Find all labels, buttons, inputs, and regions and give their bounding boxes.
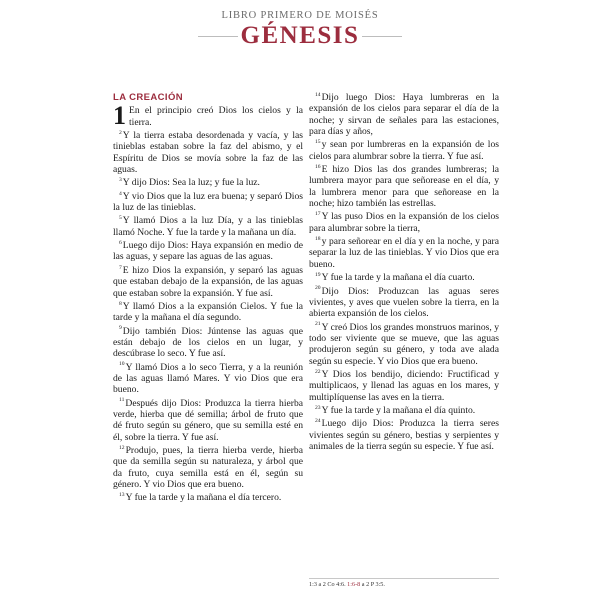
verse-text: Y fue la tarde y la mañana el día cuarto.: [321, 272, 475, 284]
verse: [113, 398, 303, 443]
verse-number: 24: [315, 418, 321, 425]
verse-number: 15: [315, 139, 321, 146]
verse: [113, 130, 303, 175]
verse-number: 20: [315, 285, 321, 292]
verse: [309, 322, 499, 367]
footnote: [309, 578, 499, 588]
verse-number: 13: [119, 492, 125, 499]
book-title: GÉNESIS: [240, 22, 360, 49]
verse: [309, 286, 499, 320]
verse: [309, 236, 499, 270]
book-subtitle: LIBRO PRIMERO DE MOISÉS: [221, 10, 379, 21]
verse: [113, 362, 303, 396]
verse-number: 18: [315, 235, 321, 242]
verse-text: Produjo, pues, la tierra hierba verde, hierba que da semilla según su naturaleza, y árbol que da fruto, cuya semilla está en él, según su género. Y vio Dios que era bueno.: [113, 444, 303, 490]
verse-number: 12: [119, 444, 125, 451]
verse-text: Y creó Dios los grandes monstruos marinos, y todo ser viviente que se mueve, que las aguas produjeron según su género, y toda ave alada según su especie. Y vio Dios que era bueno.: [309, 321, 499, 367]
verse-text: Dijo también Dios: Júntense las aguas que están debajo de los cielos en un lugar, y descúbrase lo seco. Y fue así.: [113, 325, 303, 360]
verse-number: 21: [315, 321, 321, 328]
verse-number: 3: [119, 177, 122, 184]
verse-text: Después dijo Dios: Produzca la tierra hierba verde, hierba que dé semilla; árbol de fruto que dé fruto según su género, que su semilla esté en él, sobre la tierra. Y fue así.: [113, 397, 303, 443]
verse: [309, 164, 499, 209]
verse: [309, 272, 499, 283]
verse-text: Y dijo Dios: Sea la luz; y fue la luz.: [122, 177, 260, 189]
verse: [113, 301, 303, 324]
verse-text: Luego dijo Dios: Produzca la tierra seres vivientes según su género, bestias y serpientes y animales de la tierra según su especie. Y fue así.: [309, 418, 499, 452]
verse-text: Y vio Dios que la luz era buena; y separó Dios la luz de las tinieblas.: [113, 190, 303, 214]
verse-number: 2: [119, 129, 122, 136]
chapter-number: 1: [113, 101, 126, 131]
verse-text: Y llamó Dios a lo seco Tierra, y a la reunión de las aguas llamó Mares. Y vio Dios que era bueno.: [113, 361, 303, 396]
verse-text: E hizo Dios la expansión, y separó las aguas que estaban debajo de la expansión, de las aguas que estaban sobre la expansión. Y fue así.: [113, 264, 303, 299]
verse: [113, 240, 303, 263]
verse-text: Y Dios los bendijo, diciendo: Fructificad y multiplicaos, y llenad las aguas en los mares, y multiplíquense las aves en la tierra.: [309, 368, 499, 403]
verse-text: Y fue la tarde y la mañana el día quinto.: [321, 404, 476, 416]
verse: [309, 92, 499, 137]
verse-text: Y llamó Dios a la expansión Cielos. Y fue la tarde y la mañana el día segundo.: [113, 300, 303, 324]
section-heading: LA CREACIÓN: [113, 92, 184, 103]
verse-number: 7: [119, 264, 122, 271]
verse-number: 16: [315, 163, 321, 170]
verse: [113, 101, 303, 131]
right-column: [309, 92, 499, 454]
footnote-ref-2: 1:6-8: [345, 581, 362, 588]
title-rule-right: [362, 36, 402, 37]
verse-text: Luego dijo Dios: Haya expansión en medio de las aguas, y separe las aguas de las aguas.: [113, 240, 303, 263]
verse: [113, 215, 303, 238]
verse: [113, 445, 303, 490]
verse-number: 10: [119, 361, 125, 368]
verse-number: 19: [315, 271, 321, 278]
verse-number: 14: [315, 91, 321, 98]
verse-number: 11: [119, 397, 125, 404]
verse-text: Y fue la tarde y la mañana el día tercero.: [125, 492, 282, 504]
title-row: [0, 22, 600, 52]
verse: [309, 405, 499, 416]
verse-number: 8: [119, 300, 122, 307]
footnote-text-1: a 2 Co 4:6.: [318, 581, 346, 588]
verse: [113, 265, 303, 299]
verse-text: Y la tierra estaba desordenada y vacía, y las tinieblas estaban sobre la faz del abismo, y el Espíritu de Dios se movía sobre la faz de las aguas.: [113, 130, 303, 176]
verse-text: Dijo Dios: Produzcan las aguas seres vivientes, y aves que vuelen sobre la tierra, en la abierta expansión de los cielos.: [309, 285, 499, 320]
verse-text: y para señorear en el día y en la noche, y para separar la luz de las tinieblas. Y vio Dios que era bueno.: [309, 236, 499, 270]
verse: [113, 326, 303, 360]
verse-text: E hizo Dios las dos grandes lumbreras; la lumbrera mayor para que señorease en el día, y la lumbrera menor para que señorease en la noche; hizo también las estrellas.: [309, 164, 499, 210]
verse-text: Dijo luego Dios: Haya lumbreras en la expansión de los cielos para separar el día de la noche; y sirvan de señales para las estaciones, para días y años,: [309, 92, 499, 138]
verse: [309, 418, 499, 452]
verse-number: 9: [119, 325, 122, 332]
footnote-ref-1: 1:3: [309, 581, 319, 588]
verse-number: 4: [119, 190, 122, 197]
verse-number: 17: [315, 211, 321, 218]
verse-text: En el principio creó Dios los cielos y la tierra.: [129, 105, 303, 128]
verse-number: 22: [315, 368, 321, 375]
verse: [113, 492, 303, 503]
verse: [309, 211, 499, 234]
verse-number: 5: [119, 215, 122, 222]
verse-text: Y llamó Dios a la luz Día, y a las tinieblas llamó Noche. Y fue la tarde y la mañana un día.: [113, 215, 303, 238]
verse-number: 6: [119, 239, 122, 246]
footnote-text-2: a 2 P 3:5.: [361, 581, 385, 588]
verse: [113, 177, 303, 188]
verse-text: Y las puso Dios en la expansión de los cielos para alumbrar sobre la tierra,: [309, 211, 499, 234]
verse: [309, 139, 499, 162]
verse-number: 23: [315, 404, 321, 411]
verse: [309, 369, 499, 403]
verse-text: y sean por lumbreras en la expansión de los cielos para alumbrar sobre la tierra. Y fue así.: [309, 139, 499, 162]
left-column: [113, 92, 303, 506]
verse: [113, 191, 303, 214]
